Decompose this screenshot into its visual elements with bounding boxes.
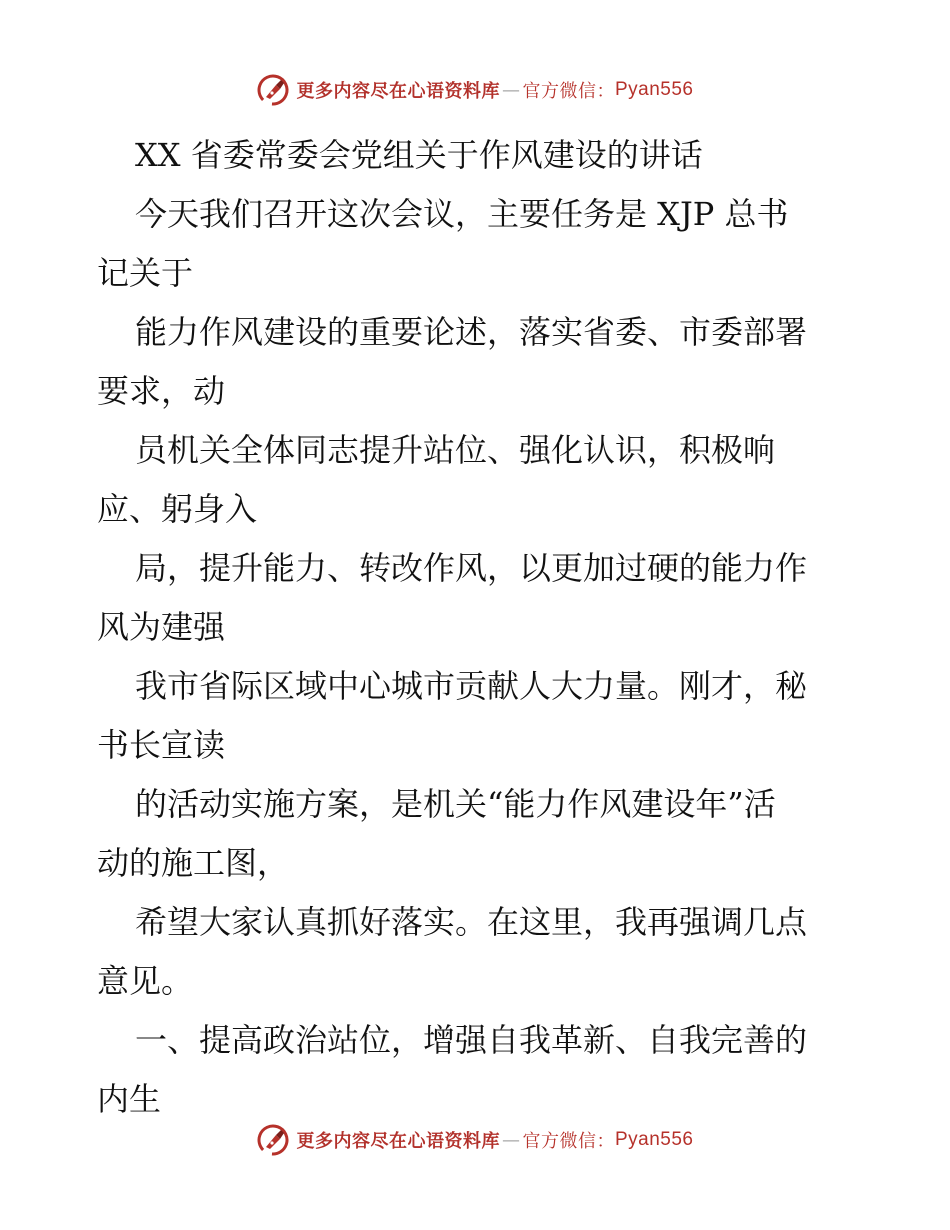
text-line: 要求，动 [97, 372, 226, 410]
text-line: 局，提升能力、转改作风，以更加过硬的能力作 [135, 549, 808, 587]
text-line: 今天我们召开这次会议，主要任务是 XJP 总书 [135, 195, 789, 233]
document-body [97, 126, 857, 1129]
text-line: 一、提高政治站位，增强自我革新、自我完善的 [135, 1021, 808, 1059]
text-line: 我市省际区域中心城市贡献人大力量。刚才，秘 [135, 667, 808, 705]
text-line: 员机关全体同志提升站位、强化认识，积极响 [135, 431, 776, 469]
document-title: XX 省委常委会党组关于作风建设的讲话 [135, 136, 703, 174]
text-line: 希望大家认真抓好落实。在这里，我再强调几点 [135, 903, 808, 941]
banner-main-text: 更多内容尽在心语资料库 [296, 1131, 500, 1152]
pen-nib-circle-icon [256, 73, 290, 107]
banner-separator: — [501, 1129, 521, 1151]
text-line: 动的施工图， [97, 844, 290, 882]
footer-banner [0, 1120, 950, 1160]
text-line: 能力作风建设的重要论述，落实省委、市委部署 [135, 313, 808, 351]
text-line: 记关于 [97, 254, 194, 292]
text-line: 内生 [97, 1080, 162, 1118]
text-line: 应、躬身入 [97, 490, 258, 528]
text-line: 意见。 [97, 962, 194, 1000]
text-line: 的活动实施方案，是机关“能力作风建设年”活 [135, 785, 776, 823]
header-banner [0, 70, 950, 110]
banner-separator: — [501, 79, 521, 101]
banner-main-text: 更多内容尽在心语资料库 [296, 81, 500, 102]
banner-sub-text: 官方微信： [522, 81, 615, 102]
banner-account-id: Pyan556 [614, 79, 694, 100]
banner-account-id: Pyan556 [614, 1129, 694, 1150]
text-line: 风为建强 [97, 608, 226, 646]
pen-nib-circle-icon [256, 1123, 290, 1157]
text-line: 书长宣读 [97, 726, 226, 764]
banner-sub-text: 官方微信： [522, 1131, 615, 1152]
